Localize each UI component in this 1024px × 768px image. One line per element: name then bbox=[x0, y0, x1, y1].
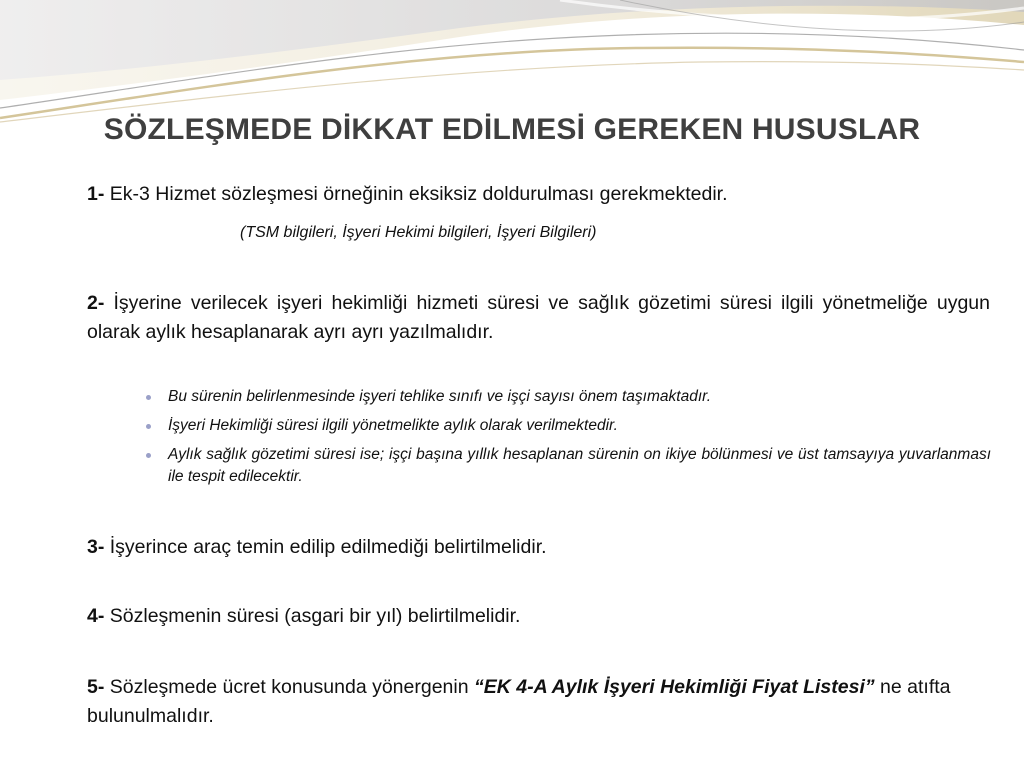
bullet-icon bbox=[146, 395, 151, 400]
item-text: İşyerine verilecek işyeri hekimliği hizmeti süresi ve sağlık gözetimi süresi ilgili yönetmeliğe uygun olarak aylık hesaplanarak ayrı ayrı yazılmalıdır. bbox=[87, 292, 990, 343]
bullet-text: İşyeri Hekimliği süresi ilgili yönetmelikte aylık olarak verilmektedir. bbox=[168, 417, 618, 434]
item-number: 3- bbox=[87, 536, 105, 558]
bullet-text: Bu sürenin belirlenmesinde işyeri tehlike sınıfı ve işçi sayısı önem taşımaktadır. bbox=[168, 388, 712, 405]
item-5 bbox=[65, 673, 990, 731]
item-text: İşyerince araç temin edilip edilmediği belirtilmelidir. bbox=[109, 536, 547, 558]
list-item bbox=[145, 386, 991, 408]
bullet-text: Aylık sağlık gözetimi süresi ise; işçi başına yıllık hesaplanan sürenin on ikiye bölünmesi ve üst tamsayıya yuvarlanması ile tespit edilecektir. bbox=[168, 446, 991, 485]
item-1-note: (TSM bilgileri, İşyeri Hekimi bilgileri, İşyeri Bilgileri) bbox=[240, 224, 597, 241]
item-4 bbox=[65, 602, 990, 631]
list-item bbox=[145, 415, 991, 437]
item-text: Sözleşmenin süresi (asgari bir yıl) belirtilmelidir. bbox=[109, 605, 521, 627]
list-item bbox=[145, 444, 991, 488]
bullet-icon bbox=[146, 424, 151, 429]
bullet-icon bbox=[146, 453, 151, 458]
bullet-list bbox=[145, 386, 991, 495]
item-3 bbox=[65, 533, 990, 562]
item-text: Sözleşmede ücret konusunda yönergenin bbox=[109, 676, 475, 698]
item-emphasis: “EK 4-A Aylık İşyeri Hekimliği Fiyat Listesi” bbox=[474, 676, 875, 698]
item-number: 1- bbox=[87, 183, 105, 205]
item-text-after: ne atıfta bulunulmalıdır. bbox=[87, 676, 951, 727]
item-number: 5- bbox=[87, 676, 105, 698]
item-number: 2- bbox=[87, 292, 105, 314]
slide-title: SÖZLEŞMEDE DİKKAT EDİLMESİ GEREKEN HUSUSLAR bbox=[103, 113, 921, 146]
item-number: 4- bbox=[87, 605, 105, 627]
item-1 bbox=[65, 180, 990, 209]
item-2 bbox=[65, 289, 990, 347]
item-text: Ek-3 Hizmet sözleşmesi örneğinin eksiksiz doldurulması gerekmektedir. bbox=[109, 183, 728, 205]
